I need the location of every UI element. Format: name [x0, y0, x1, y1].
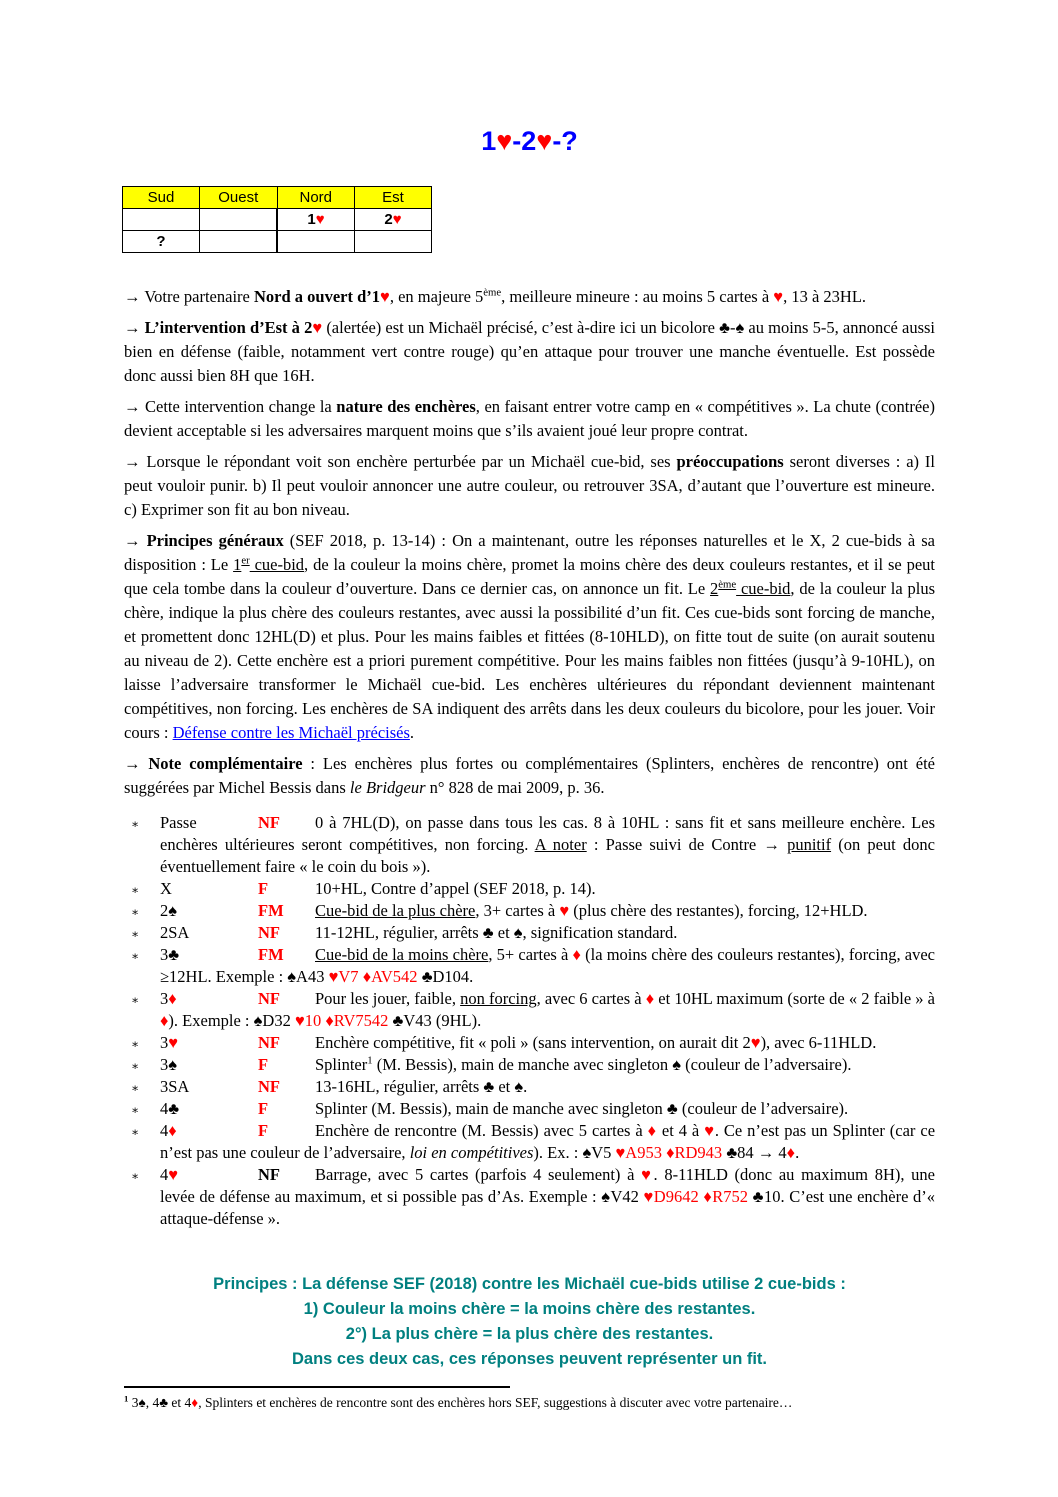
bid-label: [160, 1032, 258, 1054]
text-segment: et 4 à: [656, 1121, 705, 1140]
principles-line-4: Dans ces deux cas, ces réponses peuvent représenter un fit.: [291, 1350, 768, 1368]
text-segment: 1: [481, 126, 497, 156]
text-segment: . Ce n’est pas un Splinter (car ce n’est pas une couleur de l’adversaire,: [160, 1121, 936, 1162]
text-segment: , 13 à 23HL.: [783, 287, 867, 306]
paragraph-nature: [124, 395, 935, 443]
bidding-table: [122, 186, 432, 253]
text-segment: ♣V43 (9HL).: [388, 1011, 482, 1030]
bid-description: [315, 923, 677, 942]
text-segment: -?: [552, 126, 578, 156]
text-segment: Barrage, avec 5 cartes (parfois 4 seulement) à: [315, 1165, 642, 1184]
paragraph-intervention: [124, 316, 935, 388]
text-segment: ♥10: [294, 1011, 322, 1030]
bid-cell: [355, 231, 432, 253]
forcing-status: F: [258, 1099, 269, 1118]
paragraph-opening: [124, 285, 935, 309]
text-segment: 1: [124, 1393, 129, 1404]
text-segment: , de la couleur la moins chère, promet la moins chère des deux couleurs restantes, et il se peut que cela tombe dans la couleur d’ouverture. Dans ce dernier cas, on annonce un fit. Le: [124, 555, 935, 598]
text-segment: cue-bid: [249, 555, 305, 574]
text-segment: ♥: [168, 1165, 179, 1184]
text-segment: , avec 6 cartes à: [536, 989, 646, 1008]
text-segment: ♦: [786, 1143, 796, 1162]
bid-response-item: [131, 1054, 935, 1076]
text-segment: → Cette intervention change la: [124, 397, 337, 416]
bid-cell: [277, 231, 355, 253]
bid-label: [160, 944, 258, 966]
text-segment: → Votre partenaire: [124, 287, 254, 306]
text-segment: 1: [233, 555, 242, 574]
text-segment: , de la couleur la plus chère, indique la plus chère des couleurs restantes, avec aussi la possibilité d’un fit. Ces cue-bids sont forcing de manche, et promettent donc 12HL(D) et plus. Pour les mains faibles et fittées (8-10HLD), on fitte tout de suite (on aurait soutenu au niveau de 2). Cette enchère est a priori purement compétitive. Pour les mains faibles non fittées (jusqu’à 9-10HL), on laisse l’adversaire transformer le Michaël cue-bid. Les enchères ultérieures du répondant deviennent maintenant compétitives, non forcing. Les enchères de SA indiquent des arrêts dans les deux couleurs du bicolore, pour les jouer. Voir cours :: [124, 579, 935, 742]
text-segment: Enchère de rencontre (M. Bessis) avec 5 cartes à: [315, 1121, 648, 1140]
text-segment: 1: [307, 211, 316, 228]
bid-response-item: [131, 1164, 936, 1230]
forcing-status: NF: [258, 1165, 280, 1184]
bullet-icon: ∗: [131, 817, 140, 831]
col-header-sud: Sud: [123, 187, 200, 209]
bid-label: [160, 1164, 258, 1186]
text-segment: 3SA: [160, 1077, 190, 1096]
text-segment: Principes généraux: [146, 531, 284, 550]
bidding-row-2: [123, 231, 432, 253]
bullet-icon: ∗: [131, 1081, 140, 1095]
text-segment: ème: [483, 286, 502, 299]
bidding-row-1: [123, 209, 432, 231]
text-segment: ♥V7: [328, 967, 359, 986]
text-segment: ♦RV7542: [325, 1011, 389, 1030]
bid-response-item: [131, 812, 935, 878]
bid-response-item: [131, 1098, 935, 1120]
bid-label: [160, 1054, 258, 1076]
forcing-status: NF: [258, 813, 280, 832]
text-segment: ♥: [312, 318, 323, 337]
bid-description: [315, 1033, 876, 1052]
text-segment: 3♠, 4♣ et 4: [128, 1395, 192, 1410]
text-segment: punitif: [787, 835, 832, 854]
text-segment: er: [241, 554, 250, 567]
text-segment: ♣D104.: [417, 967, 474, 986]
text-segment: 3: [160, 989, 169, 1008]
text-segment: ♥: [536, 126, 553, 156]
bid-response-item: [131, 1120, 936, 1164]
bullet-icon: ∗: [131, 949, 140, 963]
forcing-status: FM: [258, 945, 284, 964]
text-segment: 3♣: [160, 945, 180, 964]
col-header-est: Est: [355, 187, 432, 209]
text-segment: n° 828 de mai 2009, p. 36.: [425, 778, 605, 797]
text-segment: ). Ex. : ♠V5: [533, 1143, 616, 1162]
forcing-status: NF: [258, 1033, 280, 1052]
text-segment: .: [409, 723, 415, 742]
principles-box: [124, 1272, 935, 1372]
paragraph-principes-generaux: [124, 529, 935, 745]
text-segment: , en majeure 5: [389, 287, 484, 306]
bid-cell: [200, 231, 278, 253]
text-segment: nature des enchères: [336, 397, 476, 416]
bid-description: [315, 1055, 851, 1074]
text-segment: Passe: [160, 813, 197, 832]
text-segment: non forcing: [460, 989, 537, 1008]
bid-label: [160, 1076, 258, 1098]
text-segment: ♦: [168, 989, 177, 1008]
text-segment: (M. Bessis), main de manche avec singleton ♠ (couleur de l’adversaire).: [372, 1055, 852, 1074]
text-segment: ♥: [559, 901, 570, 920]
text-segment: 2: [710, 579, 719, 598]
paragraph-note-complementaire: [124, 752, 935, 800]
principles-line-3: 2°) La plus chère = la plus chère des restantes.: [345, 1325, 714, 1343]
text-segment: ♥A953: [615, 1143, 662, 1162]
text-segment: ♦R752: [703, 1187, 749, 1206]
bullet-icon: ∗: [131, 927, 140, 941]
page-title: [124, 124, 935, 158]
text-segment: et 10HL maximum (sorte de « 2 faible » à: [654, 989, 936, 1008]
text-segment: (on peut donc éventuellement faire « le coin du bois »).: [160, 835, 935, 876]
text-segment: 4: [160, 1121, 169, 1140]
text-segment: Note complémentaire: [148, 754, 303, 773]
text-segment: ♦: [168, 1121, 177, 1140]
bid-cell: [355, 209, 432, 231]
text-segment: 2♠: [160, 901, 178, 920]
text-segment: , 3+ cartes à: [475, 901, 560, 920]
bid-label: [160, 1120, 258, 1142]
bid-label: [160, 878, 258, 900]
text-segment: ♦: [191, 1395, 199, 1410]
bid-label: [160, 988, 258, 1010]
forcing-status: F: [258, 1121, 269, 1140]
text-segment: (SEF 2018, p. 13-14) : On a maintenant, outre les réponses naturelles et le X, 2 cue-bids à sa disposition : Le: [124, 531, 935, 574]
bullet-icon: ∗: [131, 1059, 140, 1073]
bid-description: [315, 879, 596, 898]
bullet-icon: ∗: [131, 1125, 140, 1139]
text-segment: 4: [160, 1165, 169, 1184]
bid-description: [315, 1099, 848, 1118]
text-segment: préoccupations: [676, 452, 784, 471]
text-segment: ♦: [645, 989, 655, 1008]
text-segment: 10+HL, Contre d’appel (SEF 2018, p. 14).: [315, 879, 596, 898]
text-segment: ♥: [168, 1033, 179, 1052]
text-segment: : Les enchères plus fortes ou complémentaires (Splinters, enchères de rencontre) ont été suggérées par Michel Bessis dans: [124, 754, 935, 797]
text-segment: ). Exemple : ♠D32: [168, 1011, 295, 1030]
text-segment: ♥: [315, 211, 325, 228]
text-segment: ♦: [160, 1011, 169, 1030]
bullet-icon: ∗: [131, 1103, 140, 1117]
forcing-status: NF: [258, 1077, 280, 1096]
text-segment: le Bridgeur: [349, 778, 426, 797]
text-segment: , meilleure mineure : au moins 5 cartes à: [501, 287, 774, 306]
text-segment: → Lorsque le répondant voit son enchère perturbée par un Michaël cue-bid, ses: [124, 452, 677, 471]
col-header-nord: Nord: [277, 187, 355, 209]
bid-cell: [277, 209, 355, 231]
text-segment: ♦RD943: [666, 1143, 723, 1162]
text-segment: ?: [156, 233, 166, 250]
bullet-icon: ∗: [131, 1169, 140, 1183]
text-segment: ♦: [647, 1121, 657, 1140]
text-segment: cue-bid: [736, 579, 791, 598]
col-header-ouest: Ouest: [200, 187, 278, 209]
text-segment: ème: [718, 578, 737, 591]
text-segment: ♥: [750, 1033, 761, 1052]
bid-cell: [123, 231, 200, 253]
bid-label: [160, 900, 258, 922]
forcing-status: F: [258, 1055, 269, 1074]
bid-response-item: [131, 1032, 935, 1054]
text-segment: ♥: [773, 287, 784, 306]
text-segment: 2: [384, 211, 393, 228]
text-segment: →: [124, 531, 147, 550]
text-segment: Enchère compétitive, fit « poli » (sans intervention, on aurait dit 2: [315, 1033, 751, 1052]
course-link[interactable]: Défense contre les Michaël précisés: [172, 723, 410, 742]
text-segment: A noter: [534, 835, 587, 854]
bid-responses-list: [124, 812, 935, 1230]
bid-response-item: [131, 900, 935, 922]
body-paragraphs: [124, 285, 935, 800]
text-segment: ♥: [496, 126, 513, 156]
text-segment: loi en compétitives: [409, 1143, 534, 1162]
text-segment: , en faisant entrer votre camp en « compétitives ». La chute (contrée) devient acceptable si les adversaires marquent moins que s’ils avaient joué leur propre contrat.: [124, 397, 936, 440]
text-segment: -2: [512, 126, 537, 156]
principles-line-2: 1) Couleur la moins chère = la moins chère des restantes.: [303, 1300, 756, 1318]
text-segment: ♥: [380, 287, 390, 306]
bid-label: [160, 812, 258, 834]
bid-cell: [123, 209, 200, 231]
text-segment: 11-12HL, régulier, arrêts ♣ et ♠, signification standard.: [315, 923, 678, 942]
text-segment: 2SA: [160, 923, 190, 942]
bullet-icon: ∗: [131, 1037, 140, 1051]
text-segment: . 8-11HLD (donc au maximum 8H), une levée de défense au maximum, et si possible pas d’As. Exemple : ♠V42: [160, 1165, 935, 1206]
bid-cell: [200, 209, 278, 231]
text-segment: , Splinters et enchères de rencontre sont des enchères hors SEF, suggestions à discuter avec votre partenaire…: [198, 1395, 793, 1410]
text-segment: Nord a ouvert d’1: [253, 287, 381, 306]
footnote: [124, 1393, 935, 1412]
text-segment: Cue-bid de la moins chère: [315, 945, 489, 964]
text-segment: 4♣: [160, 1099, 180, 1118]
bid-response-item: [131, 988, 936, 1032]
bid-description: [315, 901, 868, 920]
text-segment: seront diverses : a) Il peut vouloir punir. b) Il peut vouloir annoncer une autre couleur, ou retrouver 3SA, d’autant que l’ouverture est mineure. c) Exprimer son fit au bon niveau.: [124, 452, 935, 519]
forcing-status: NF: [258, 989, 280, 1008]
text-segment: 1: [367, 1054, 373, 1067]
text-segment: ♣84 → 4: [722, 1143, 787, 1162]
forcing-status: FM: [258, 901, 284, 920]
bullet-icon: ∗: [131, 883, 140, 897]
bid-description: [315, 1077, 527, 1096]
text-segment: ♦: [572, 945, 581, 964]
text-segment: Pour les jouer, faible,: [315, 989, 461, 1008]
bid-response-item: [131, 878, 935, 900]
text-segment: ♥: [704, 1121, 715, 1140]
forcing-status: F: [258, 879, 269, 898]
text-segment: ), avec 6-11HLD.: [760, 1033, 877, 1052]
footnote-separator: [124, 1386, 510, 1388]
text-segment: Splinter: [315, 1055, 368, 1074]
text-segment: ♥D9642: [643, 1187, 699, 1206]
text-segment: 3♠: [160, 1055, 178, 1074]
bid-label: [160, 922, 258, 944]
text-segment: Cue-bid de la plus chère: [315, 901, 476, 920]
text-segment: 13-16HL, régulier, arrêts ♣ et ♠.: [315, 1077, 528, 1096]
bid-label: [160, 1098, 258, 1120]
bid-response-item: [131, 1076, 935, 1098]
bullet-icon: ∗: [131, 905, 140, 919]
bid-response-item: [131, 944, 935, 988]
bid-response-item: [131, 922, 935, 944]
text-segment: 0 à 7HL(D), on passe dans tous les cas. 8 à 10HL : sans fit et sans meilleure enchère. Les enchères ultérieures seront compétitives, non forcing.: [160, 813, 935, 854]
text-segment: →: [124, 754, 149, 773]
text-segment: ♥: [392, 211, 402, 228]
text-segment: L’intervention d’Est à 2: [144, 318, 313, 337]
text-segment: ♦AV542: [362, 967, 418, 986]
text-segment: .: [795, 1143, 800, 1162]
text-segment: (alertée) est un Michaël précisé, c’est à-dire ici un bicolore ♣-♠ au moins 5-5, annoncé aussi bien en défense (faible, notamment vert contre rouge) qu’en attaque pour trouver une manche éventuelle. Est possède donc aussi bien 8H que 16H.: [124, 318, 935, 385]
text-segment: 3: [160, 1033, 169, 1052]
forcing-status: NF: [258, 923, 280, 942]
paragraph-preoccupations: [124, 450, 935, 522]
text-segment: ♥: [641, 1165, 654, 1184]
principles-line-1: Principes : La défense SEF (2018) contre les Michaël cue-bids utilise 2 cue-bids :: [213, 1275, 846, 1293]
bidding-table-header-row: [123, 187, 432, 209]
bullet-icon: ∗: [131, 993, 140, 1007]
text-segment: X: [160, 879, 172, 898]
text-segment: Splinter (M. Bessis), main de manche avec singleton ♣ (couleur de l’adversaire).: [315, 1099, 849, 1118]
text-segment: : Passe suivi de Contre →: [586, 835, 788, 854]
text-segment: ♣10. C’est une enchère d’« attaque-défense ».: [160, 1187, 936, 1228]
text-segment: (plus chère des restantes), forcing, 12+HLD.: [569, 901, 868, 920]
text-segment: , 5+ cartes à: [488, 945, 573, 964]
text-segment: →: [124, 318, 145, 337]
text-segment: (la moins chère des couleurs restantes), forcing, avec ≥12HL. Exemple : ♠A43: [160, 945, 935, 986]
